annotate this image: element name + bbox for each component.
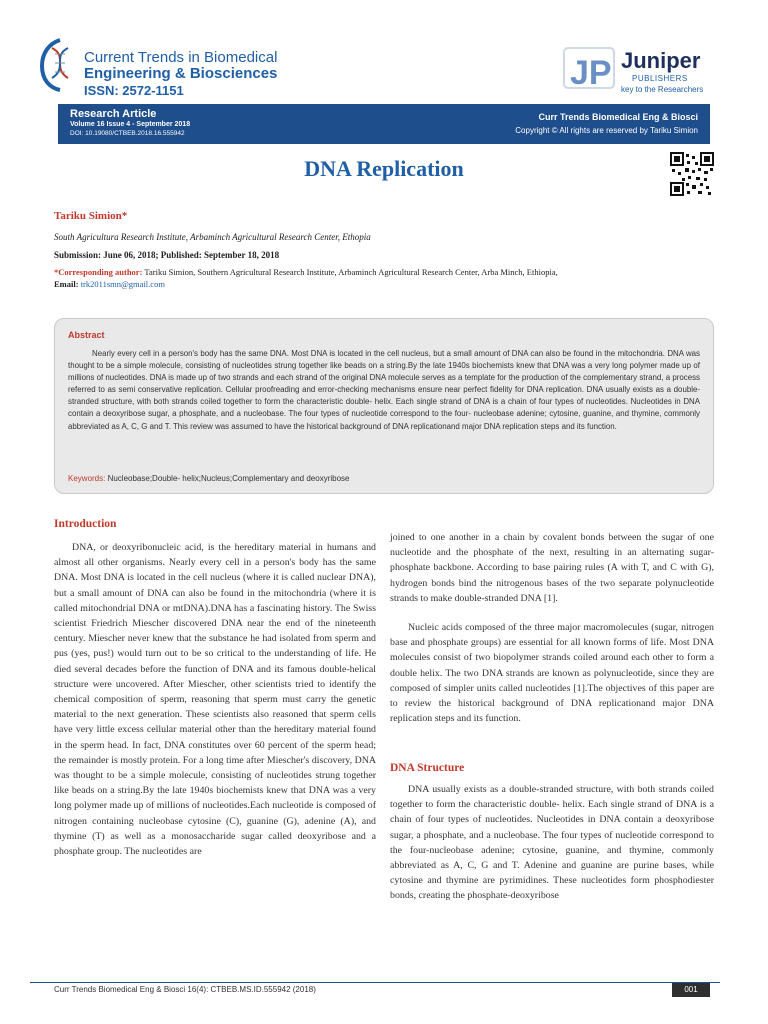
svg-text:JP: JP (570, 54, 612, 92)
keywords-value: Nucleobase;Double- helix;Nucleus;Complementary and deoxyribose (105, 474, 350, 483)
email-label: Email: (54, 279, 79, 289)
publisher-slogan: key to the Researchers (621, 85, 704, 94)
publisher-tagline: PUBLISHERS (632, 74, 688, 83)
corresponding-author-text: Tariku Simion, Southern Agricultural Research Institute, Arbaminch Agricultural Research Center, Arba Minch, Ethiopia, (142, 267, 558, 277)
corresponding-author-label: *Corresponding author: (54, 267, 143, 277)
publisher-name: Juniper (621, 48, 701, 73)
journal-logo-icon (40, 38, 80, 92)
intro-paragraph-continued: joined to one another in a chain by covalent bonds between the sugar of one nucleotide and the phosphate of the next, resulting in an alternating sugar-phosphate backbone. According to base pairing rules (A with T, and C with G), hydrogen bonds bind the nitrogenous bases of the two separate polynucleotide strands to make double-stranded DNA [1]. (390, 532, 714, 604)
journal-abbreviation: Curr Trends Biomedical Eng & Biosci (538, 112, 698, 122)
email-line (54, 279, 165, 289)
footer-divider (30, 982, 720, 983)
doi[interactable]: DOI: 10.19080/CTBEB.2018.16.555942 (70, 130, 185, 137)
keywords-label: Keywords: (68, 474, 106, 483)
paper-title: DNA Replication (304, 156, 464, 181)
author-affiliation: South Agricultura Research Institute, Arbaminch Agricultural Research Center, Ethopia (54, 232, 371, 242)
left-column (54, 540, 376, 859)
article-type: Research Article (70, 108, 157, 120)
journal-subtitle: Engineering & Biosciences (84, 65, 278, 82)
author-name: Tariku Simion* (54, 210, 128, 222)
qr-code-icon (670, 152, 714, 196)
dna-structure-paragraph: DNA usually exists as a double-stranded structure, with both strands coiled together to form the characteristic double- helix. Each single strand of DNA is a chain of four types of nucleotides. Nucleotides in DNA contain a deoxyribose sugar, a phosphate, and a nucleobase. The four types of nucleotide correspond to the four-nucleobase adenine; cytosine, guanine, and thymine, commonly abbreviated as A, C, G and T. Adenine and guanine are purine bases, while cytosine and thymine are pyrimidines. These nucleotides form phosphodiester bonds, creating the phosphate-deoxyribose (390, 784, 714, 902)
issn: ISSN: 2572-1151 (84, 83, 184, 98)
intro-paragraph-2: Nucleic acids composed of the three major macromolecules (sugar, nitrogen base and phosphate groups) are essential for all known forms of life. Most DNA molecules consist of two biopolymer strands coiled around each other to form a double helix. The two DNA strands are known as polynucleotide, since they are composed of simpler units called nucleotides [1].The objectives of this paper are to review the historical background of DNA replicationand major DNA replication steps and its function. (390, 622, 714, 725)
volume-issue: Volume 16 Issue 4 - September 2018 (70, 121, 191, 128)
abstract-heading: Abstract (68, 330, 105, 340)
copyright: Copyright © All rights are reserved by Tariku Simion (515, 126, 698, 135)
dna-structure-section (390, 782, 714, 904)
footer-citation: Curr Trends Biomedical Eng & Biosci 16(4): CTBEB.MS.ID.555942 (2018) (54, 985, 316, 994)
right-column (390, 530, 714, 726)
keywords (68, 474, 350, 483)
email-link[interactable]: trk2011smn@gmail.com (78, 279, 165, 289)
corresponding-author (54, 267, 714, 277)
introduction-heading: Introduction (54, 518, 117, 530)
abstract-text: Nearly every cell in a person's body has the same DNA. Most DNA is located in the cell nucleus, but a small amount of DNA can also be found in the mitochondria. DNA was thought to be a simple molecule, consisting of nucleotides strung together like beads on a string.By the late 1940s biochemists knew that DNA was a very long polymer made up of millions of nucleotides. DNA is made up of two strands and each strand of the original DNA molecule serves as a template for the production of the complementary strand, a process referred to as semi conservative replication. Cellular proofreading and error-checking mechanisms ensure near perfect fidelity for DNA replication. DNA usually exists as a double-stranded structure, with both strands coiled together to form the characteristic double- helix. Each single strand of DNA is a chain of four types of nucleotides. Nucleotides in DNA contain a deoxyribose sugar, a phosphate, and a nucleobase. The four types of nucleotide correspond to the four- nucleobase adenine; cytosine, guanine, and thymine, commonly abbreviated as A, C, G and T. This review was assumed to have the historical background of DNA replicationand major DNA replication steps and its function. (68, 349, 700, 431)
submission-dates: Submission: June 06, 2018; Published: September 18, 2018 (54, 250, 280, 260)
juniper-logo-icon (560, 44, 620, 92)
page-number: 001 (672, 983, 710, 997)
intro-paragraph: DNA, or deoxyribonucleic acid, is the hereditary material in humans and almost all other organisms. Nearly every cell in a person's body has the same DNA. Most DNA is located in the cell nucleus (where it is called nuclear DNA), but a small amount of DNA can also be found in the mitochondria (where it is called mitochondrial DNA or mtDNA).DNA has a fascinating history. The Swiss scientist Friedrich Miescher discovered DNA near the end of the nineteenth century. Miescher never knew that the substance he had isolated from sperm and pus (yes, pus!) would turn out to be so critical to the understanding of life. He died several decades before the function of DNA and its famous double-helical structure were uncovered. After Miescher, other scientists tried to identify the chemical composition of sperm, reasoning that sperm must carry the genetic material to the next generation. These scientists also reasoned that sperm cells have very little excess cellular material other than the hereditary material found in the sperm head. In fact, DNA constitutes over 60 percent of the sperm head; the remainder is mostly protein. For a long time after Miescher's discovery, DNA was thought to be a simple molecule, consisting of nucleotides strung together like beads on a string.By the late 1940s biochemists knew that DNA was a very long polymer made up of millions of nucleotides.Each nucleotide is composed of nitrogen containing nucleobase cytosine (C), guanine (G), adenine (A), and thymine (T) as well as a monosaccharide sugar called deoxyribose and a phosphate group. The nucleotides are (54, 542, 376, 858)
dna-structure-heading: DNA Structure (390, 762, 465, 774)
journal-title: Current Trends in Biomedical (84, 49, 278, 66)
